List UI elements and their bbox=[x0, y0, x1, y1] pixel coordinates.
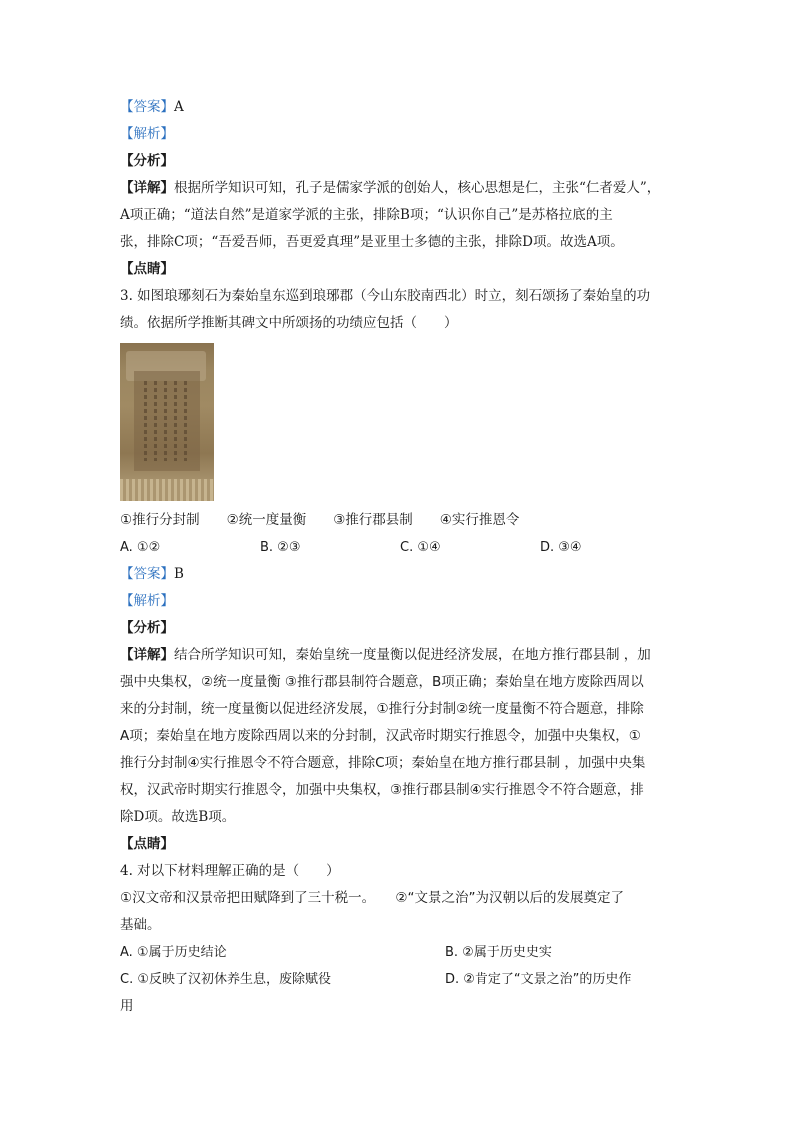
option-c: C. ①反映了汉初休养生息，废除赋役 bbox=[120, 972, 331, 987]
detail-text: 根据所学知识可知，孔子是儒家学派的创始人，核心思想是仁，主张“仁者爱人”， bbox=[174, 180, 661, 196]
answer-value: A bbox=[174, 99, 184, 115]
q3-stem-line-2: 绩。依据所学推断其碑文中所颂扬的功绩应包括（ ） bbox=[120, 315, 458, 331]
q3-items: ①推行分封制 ②统一度量衡 ③推行郡县制 ④实行推恩令 bbox=[120, 512, 520, 528]
q4-material-line-1: ①汉文帝和汉景帝把田赋降到了三十税一。 ②“文景之治”为汉朝以后的发展奠定了 bbox=[120, 890, 624, 906]
q4-material-line-2: 基础。 bbox=[120, 917, 161, 933]
q3-analysis-tag: 【解析】 bbox=[120, 593, 174, 609]
q3-detail-line-1 bbox=[120, 642, 680, 669]
q3-stem-line-1: 3. 如图琅琊刻石为秦始皇东巡到琅琊郡（今山东胶南西北）时立，刻石颂扬了秦始皇的功 bbox=[120, 288, 651, 304]
q4-option-d-continued: 用 bbox=[120, 998, 134, 1014]
q3-options bbox=[120, 534, 680, 561]
q3-detail-line-6: 权，汉武帝时期实行推恩令，加强中央集权，③推行郡县制④实行推恩令不符合题意，排 bbox=[120, 782, 644, 798]
option-b: B. ②属于历史史实 bbox=[445, 945, 552, 960]
q3-fenxi-tag: 【分析】 bbox=[120, 620, 174, 636]
option-b: B. ②③ bbox=[260, 540, 301, 555]
answer-tag: 【答案】 bbox=[120, 566, 174, 582]
q3-detail-line-7: 除D项。故选B项。 bbox=[120, 809, 236, 825]
q3-detail-line-5: 推行分封制④实行推恩令不符合题意，排除C项；秦始皇在地方推行郡县制 ，加强中央集 bbox=[120, 755, 646, 771]
q4-options-row-2 bbox=[120, 966, 680, 993]
option-a: A. ①② bbox=[120, 540, 161, 555]
q4-stem: 4. 对以下材料理解正确的是（ ） bbox=[120, 863, 340, 879]
answer-tag: 【答案】 bbox=[120, 99, 174, 115]
detail-text: 结合所学知识可知，秦始皇统一度量衡以促进经济发展，在地方推行郡县制 ，加 bbox=[174, 647, 651, 663]
q2-analysis-tag: 【解析】 bbox=[120, 126, 174, 142]
q3-detail-line-4: A项；秦始皇在地方废除西周以来的分封制，汉武帝时期实行推恩令，加强中央集权，① bbox=[120, 728, 641, 744]
q3-answer bbox=[120, 561, 680, 588]
q4-options-row-1 bbox=[120, 939, 680, 966]
q2-detail-line-2: A项正确；“道法自然”是道家学派的主张，排除B项；“认识你自己”是苏格拉底的主 bbox=[120, 207, 613, 223]
q3-detail-line-2: 强中央集权，②统一度量衡 ③推行郡县制符合题意，B项正确；秦始皇在地方废除西周以 bbox=[120, 674, 644, 690]
document-page bbox=[120, 94, 680, 1020]
langya-stele-image bbox=[120, 343, 214, 501]
option-d: D. ②肯定了“文景之治”的历史作 bbox=[445, 972, 632, 987]
detail-tag: 【详解】 bbox=[120, 180, 174, 196]
q2-answer bbox=[120, 94, 680, 121]
q2-detail-line-3: 张，排除C项；“吾爱吾师，吾更爱真理”是亚里士多德的主张，排除D项。故选A项。 bbox=[120, 234, 624, 250]
q3-dianjing-tag: 【点睛】 bbox=[120, 836, 174, 852]
option-a: A. ①属于历史结论 bbox=[120, 945, 227, 960]
q2-fenxi-tag: 【分析】 bbox=[120, 153, 174, 169]
q3-detail-line-3: 来的分封制，统一度量衡以促进经济发展，①推行分封制②统一度量衡不符合题意，排除 bbox=[120, 701, 644, 717]
detail-tag: 【详解】 bbox=[120, 647, 174, 663]
answer-value: B bbox=[174, 566, 184, 582]
option-d: D. ③④ bbox=[540, 540, 582, 555]
q2-dianjing-tag: 【点睛】 bbox=[120, 261, 174, 277]
q2-detail-line-1 bbox=[120, 175, 680, 202]
option-c: C. ①④ bbox=[400, 540, 441, 555]
